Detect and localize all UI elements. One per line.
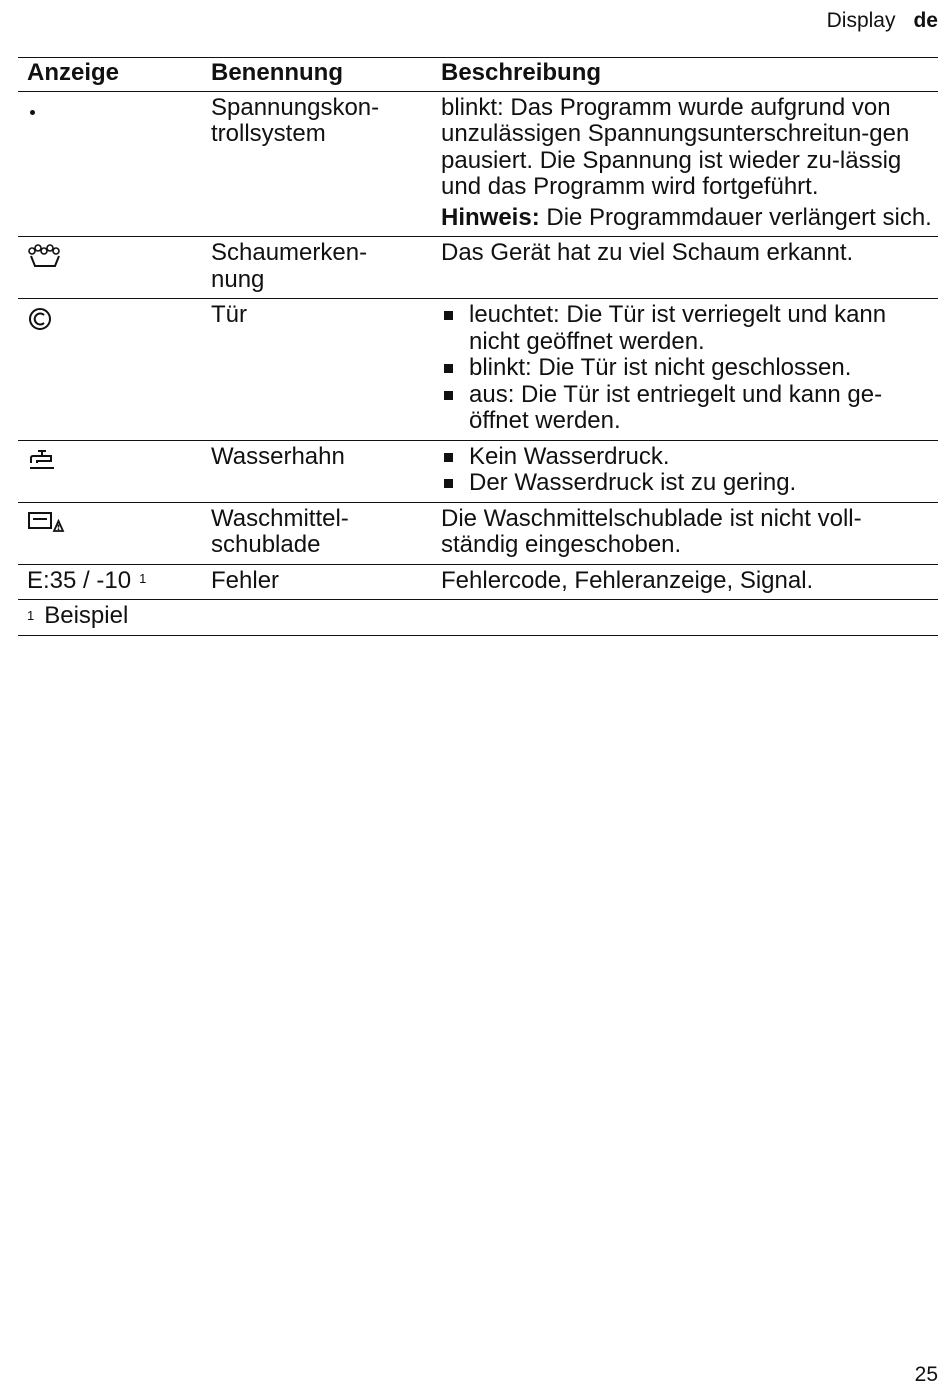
list-item: blinkt: Die Tür ist nicht geschlossen. bbox=[441, 355, 938, 382]
list-item: aus: Die Tür ist entriegelt und kann ge-öffnet werden. bbox=[441, 382, 938, 435]
square-bullet-icon bbox=[444, 453, 453, 462]
language-code: de bbox=[913, 9, 938, 32]
square-bullet-icon bbox=[444, 391, 453, 400]
table-row bbox=[18, 564, 938, 600]
column-header-anzeige: Anzeige bbox=[27, 59, 120, 86]
table-row bbox=[18, 299, 938, 441]
door-lock-icon bbox=[27, 306, 53, 332]
list-item: Der Wasserdruck ist zu gering. bbox=[441, 470, 938, 497]
indicator-description: blinkt: Das Programm wurde aufgrund von unzulässigen Spannungsunterschreitun-gen pausiert. Die Spannung ist wieder zu-lässig und das Programm wird fortgeführt. bbox=[441, 93, 910, 200]
table-row bbox=[18, 502, 938, 564]
note-label: Hinweis: bbox=[441, 203, 540, 231]
indicator-description: Die Waschmittelschublade ist nicht voll-ständig eingeschoben. bbox=[441, 504, 862, 558]
page-header bbox=[827, 8, 938, 34]
table-row bbox=[18, 237, 938, 299]
indicator-name: Schaumerken- nung bbox=[211, 239, 368, 293]
indicator-name: Tür bbox=[211, 301, 247, 328]
section-title: Display bbox=[826, 9, 896, 32]
table-row bbox=[18, 91, 938, 237]
page-number: 25 bbox=[914, 1363, 938, 1386]
detergent-drawer-warning-icon bbox=[27, 510, 65, 534]
indicator-name: Spannungskon- trollsystem bbox=[211, 93, 380, 147]
voltage-dot-icon bbox=[30, 110, 35, 115]
indicator-name: Waschmittel- schublade bbox=[211, 504, 349, 558]
table-row bbox=[18, 440, 938, 502]
footnote-marker: 1 bbox=[27, 608, 35, 623]
table-header-row bbox=[18, 58, 938, 92]
table-footnote-row bbox=[18, 600, 938, 636]
column-header-benennung: Benennung bbox=[211, 59, 343, 86]
display-indicator-table bbox=[18, 57, 938, 636]
square-bullet-icon bbox=[444, 311, 453, 320]
square-bullet-icon bbox=[444, 364, 453, 373]
footnote-reference: 1 bbox=[139, 570, 147, 586]
indicator-description: Fehlercode, Fehleranzeige, Signal. bbox=[441, 566, 814, 594]
list-item: leuchtet: Die Tür ist verriegelt und kann nicht geöffnet werden. bbox=[441, 302, 938, 355]
indicator-name: Wasserhahn bbox=[211, 442, 345, 470]
column-header-beschreibung: Beschreibung bbox=[441, 59, 602, 86]
note-text: Die Programmdauer verlängert sich. bbox=[539, 203, 932, 231]
footnote-text: Beispiel bbox=[44, 602, 129, 629]
indicator-description: Das Gerät hat zu viel Schaum erkannt. bbox=[441, 239, 854, 266]
bullet-list bbox=[441, 302, 938, 435]
water-tap-icon bbox=[27, 448, 57, 472]
foam-detection-icon bbox=[27, 244, 63, 270]
square-bullet-icon bbox=[444, 479, 453, 488]
note bbox=[441, 205, 938, 232]
error-code: E:35 / -10 bbox=[27, 566, 132, 594]
indicator-name: Fehler bbox=[211, 566, 280, 594]
bullet-list bbox=[441, 444, 938, 497]
table-footnote bbox=[18, 600, 938, 636]
list-item: Kein Wasserdruck. bbox=[441, 444, 938, 471]
